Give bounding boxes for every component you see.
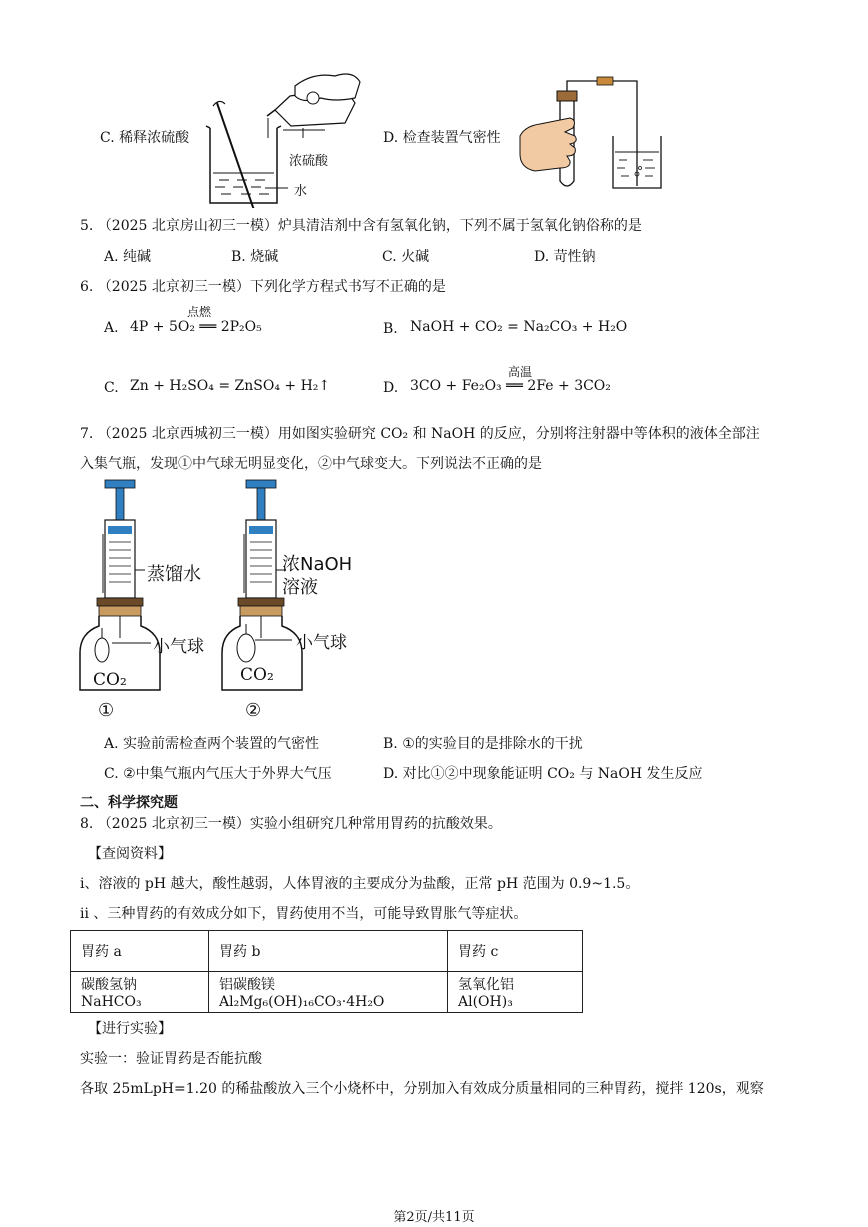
q5-option-b: B. 烧碱 [231, 249, 279, 265]
fig1-balloon-label: 小气球 [153, 637, 204, 657]
label-conc-acid: 浓硫酸 [289, 154, 329, 169]
q5-option-d: D. 苛性钠 [534, 249, 596, 265]
q5-option-a: A. 纯碱 [104, 249, 152, 265]
fig2-balloon-label: 小气球 [296, 633, 347, 653]
q7-stem-line1: 7. （2025 北京西城初三一模）用如图实验研究 CO₂ 和 NaOH 的反应，分别将注射器中等体积的液体全部注 [80, 426, 760, 442]
q6-option-a-label: A. [104, 320, 119, 336]
reference-item-2: ii 、三种胃药的有效成分如下，胃药使用不当，可能导致胃胀气等症状。 [80, 906, 528, 922]
fig2-liquid-label-1: 浓NaOH [282, 554, 353, 575]
reference-item-1: i、溶液的 pH 越大，酸性越弱，人体胃液的主要成分为盐酸，正常 pH 范围为 0.9~1.5。 [80, 876, 640, 892]
table-header-cell: 胃药 a [71, 931, 209, 972]
q4-option-d: D. 检查装置气密性 [383, 130, 501, 146]
q7-option-b: B. ①的实验目的是排除水的干扰 [383, 736, 583, 752]
q6-option-d-label: D. [383, 380, 399, 396]
q6-option-c-label: C. [104, 380, 119, 396]
page-footer: 第2页/共11页 [393, 1210, 475, 1225]
table-cell: 碳酸氢钠 NaHCO₃ [71, 972, 209, 1013]
q8-stem: 8. （2025 北京初三一模）实验小组研究几种常用胃药的抗酸效果。 [80, 816, 502, 832]
q7-option-c: C. ②中集气瓶内气压大于外界大气压 [104, 766, 332, 782]
fig1-gas-label: CO₂ [93, 670, 127, 690]
experiment-1-text: 各取 25mLpH=1.20 的稀盐酸放入三个小烧杯中，分别加入有效成分质量相同的三种胃药，搅拌 120s，观察 [80, 1081, 764, 1097]
q6-option-d-equation: 3CO + Fe₂O₃ ══ 2Fe + 3CO₂ [410, 378, 611, 394]
reference-heading: 【查阅资料】 [88, 846, 172, 862]
airtightness-figure [515, 76, 665, 196]
label-water: 水 [294, 184, 308, 199]
fig2-number: ② [245, 700, 262, 721]
dilution-figure [195, 68, 365, 208]
fig1-liquid-label: 蒸馏水 [147, 564, 201, 585]
q7-option-d: D. 对比①②中现象能证明 CO₂ 与 NaOH 发生反应 [383, 766, 703, 782]
q7-option-a: A. 实验前需检查两个装置的气密性 [104, 736, 320, 752]
table-cell: 氢氧化铝 Al(OH)₃ [448, 972, 583, 1013]
table-row [71, 931, 583, 972]
experiment-1-title: 实验一：验证胃药是否能抗酸 [80, 1051, 262, 1067]
table-header-cell: 胃药 c [448, 931, 583, 972]
q7-stem-line2: 入集气瓶，发现①中气球无明显变化，②中气球变大。下列说法不正确的是 [80, 456, 542, 472]
q5-option-c: C. 火碱 [382, 249, 430, 265]
fig1-number: ① [98, 700, 115, 721]
q5-stem: 5. （2025 北京房山初三一模）炉具清洁剂中含有氢氧化钠，下列不属于氢氧化钠俗称的是 [80, 218, 642, 234]
fig2-liquid-label-2: 溶液 [282, 577, 318, 598]
q6-stem: 6. （2025 北京初三一模）下列化学方程式书写不正确的是 [80, 279, 446, 295]
fig2-gas-label: CO₂ [240, 665, 274, 685]
q6-option-a-equation: 4P + 5O₂ ══ 2P₂O₅ [130, 319, 262, 335]
section-title: 二、科学探究题 [80, 795, 178, 811]
table-row [71, 972, 583, 1013]
antacid-table [70, 930, 583, 1013]
table-cell: 铝碳酸镁 Al₂Mg₆(OH)₁₆CO₃·4H₂O [209, 972, 448, 1013]
q6-option-b-equation: NaOH + CO₂ = Na₂CO₃ + H₂O [410, 319, 628, 335]
table-header-cell: 胃药 b [209, 931, 448, 972]
q6-a-condition: 点燃 [187, 305, 212, 319]
q6-d-condition: 高温 [508, 365, 533, 379]
q6-option-b-label: B. [383, 321, 398, 337]
q4-option-c: C. 稀释浓硫酸 [100, 130, 190, 146]
experiment-heading: 【进行实验】 [88, 1021, 172, 1037]
q6-option-c-equation: Zn + H₂SO₄ = ZnSO₄ + H₂↑ [130, 378, 331, 394]
